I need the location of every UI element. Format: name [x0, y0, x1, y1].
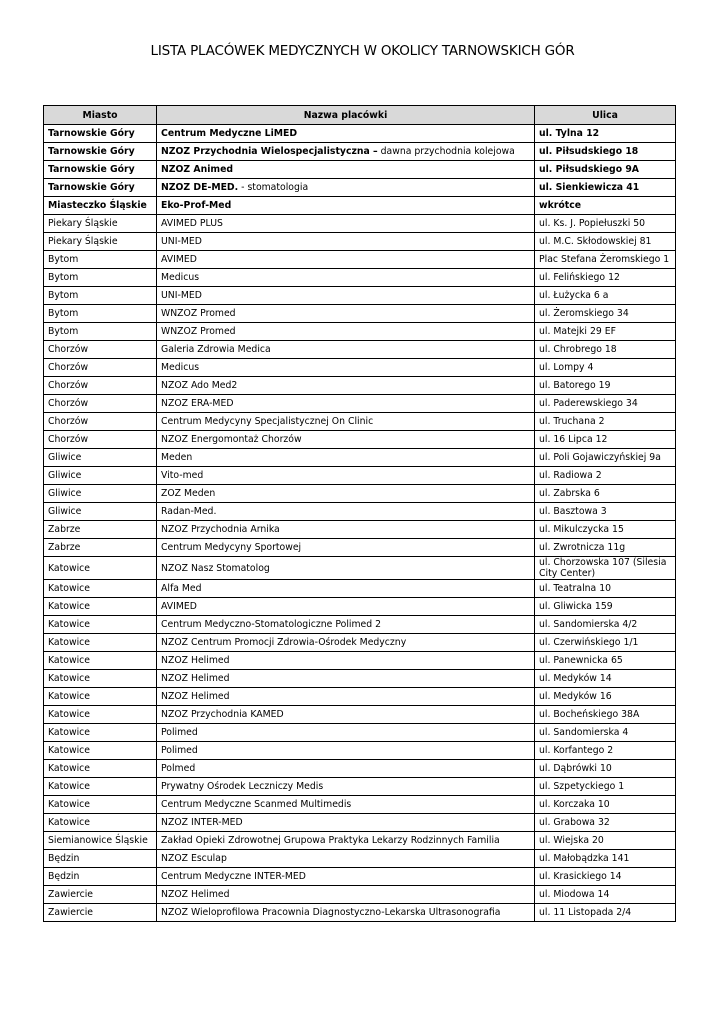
facility-name: Radan-Med. — [161, 506, 217, 517]
table-row — [44, 503, 676, 521]
cell-name — [157, 688, 535, 706]
facility-name: NZOZ Energomontaż Chorzów — [161, 434, 302, 445]
cell-name — [157, 503, 535, 521]
facility-name: Zakład Opieki Zdrowotnej Grupowa Praktyka Lekarzy Rodzinnych Familia — [161, 835, 500, 846]
cell-city: Bytom — [44, 305, 157, 323]
facility-name: Polmed — [161, 763, 196, 774]
cell-name — [157, 760, 535, 778]
table-row — [44, 125, 676, 143]
cell-city: Tarnowskie Góry — [44, 143, 157, 161]
cell-street: ul. Mikulczycka 15 — [535, 521, 676, 539]
table-row — [44, 395, 676, 413]
cell-name — [157, 706, 535, 724]
cell-name — [157, 868, 535, 886]
cell-city: Katowice — [44, 742, 157, 760]
facility-name: Alfa Med — [161, 583, 202, 594]
cell-city: Katowice — [44, 760, 157, 778]
facility-name: NZOZ Przychodnia KAMED — [161, 709, 284, 720]
table-row — [44, 598, 676, 616]
cell-name — [157, 557, 535, 580]
cell-street: ul. Czerwińskiego 1/1 — [535, 634, 676, 652]
cell-name — [157, 539, 535, 557]
cell-street: ul. Miodowa 14 — [535, 886, 676, 904]
cell-street: ul. Piłsudskiego 9A — [535, 161, 676, 179]
cell-street: ul. Teatralna 10 — [535, 580, 676, 598]
facility-name: AVIMED PLUS — [161, 218, 223, 229]
facility-name: UNI-MED — [161, 236, 202, 247]
facility-name: NZOZ Nasz Stomatolog — [161, 562, 270, 574]
table-row — [44, 161, 676, 179]
cell-city: Piekary Śląskie — [44, 233, 157, 251]
facility-name: NZOZ Przychodnia Arnika — [161, 524, 280, 535]
cell-city: Katowice — [44, 616, 157, 634]
cell-city: Chorzów — [44, 359, 157, 377]
table-row — [44, 449, 676, 467]
cell-name — [157, 125, 535, 143]
cell-city: Będzin — [44, 868, 157, 886]
table-row — [44, 215, 676, 233]
facility-name: WNZOZ Promed — [161, 326, 236, 337]
facility-name: Galeria Zdrowia Medica — [161, 344, 271, 355]
cell-name — [157, 161, 535, 179]
cell-city: Katowice — [44, 634, 157, 652]
cell-name — [157, 431, 535, 449]
cell-city: Katowice — [44, 598, 157, 616]
cell-city: Bytom — [44, 251, 157, 269]
cell-street: ul. Gliwicka 159 — [535, 598, 676, 616]
facility-name: AVIMED — [161, 254, 197, 265]
cell-street: ul. Piłsudskiego 18 — [535, 143, 676, 161]
cell-street: ul. Grabowa 32 — [535, 814, 676, 832]
cell-street: ul. Medyków 16 — [535, 688, 676, 706]
cell-name — [157, 832, 535, 850]
cell-city: Katowice — [44, 580, 157, 598]
table-row — [44, 305, 676, 323]
cell-street: ul. M.C. Skłodowskiej 81 — [535, 233, 676, 251]
table-row — [44, 904, 676, 922]
table-row — [44, 431, 676, 449]
cell-street: ul. Lompy 4 — [535, 359, 676, 377]
cell-street: ul. Małobądzka 141 — [535, 850, 676, 868]
cell-name — [157, 814, 535, 832]
cell-street: ul. Korczaka 10 — [535, 796, 676, 814]
facility-name: Centrum Medyczne INTER-MED — [161, 871, 306, 882]
cell-street: ul. Ks. J. Popiełuszki 50 — [535, 215, 676, 233]
cell-city: Piekary Śląskie — [44, 215, 157, 233]
cell-city: Siemianowice Śląskie — [44, 832, 157, 850]
cell-city: Zabrze — [44, 539, 157, 557]
cell-street: ul. Medyków 14 — [535, 670, 676, 688]
facility-name: NZOZ Esculap — [161, 853, 227, 864]
cell-city: Zawiercie — [44, 904, 157, 922]
cell-street: ul. Krasickiego 14 — [535, 868, 676, 886]
cell-city: Gliwice — [44, 449, 157, 467]
cell-street: ul. Tylna 12 — [535, 125, 676, 143]
header-city: Miasto — [44, 106, 157, 125]
cell-name — [157, 778, 535, 796]
cell-street: ul. Zabrska 6 — [535, 485, 676, 503]
cell-name — [157, 323, 535, 341]
cell-street: ul. Bocheńskiego 38A — [535, 706, 676, 724]
cell-name — [157, 485, 535, 503]
cell-city: Chorzów — [44, 377, 157, 395]
facility-name: Centrum Medyczne LiMED — [161, 128, 298, 139]
facility-name: NZOZ INTER-MED — [161, 817, 243, 828]
table-row — [44, 706, 676, 724]
facility-name: NZOZ Animed — [161, 164, 234, 175]
cell-name — [157, 377, 535, 395]
table-row — [44, 814, 676, 832]
cell-name — [157, 904, 535, 922]
cell-street: ul. 16 Lipca 12 — [535, 431, 676, 449]
cell-street: ul. Szpetyckiego 1 — [535, 778, 676, 796]
cell-street: ul. Batorego 19 — [535, 377, 676, 395]
cell-street: ul. Radiowa 2 — [535, 467, 676, 485]
facilities-table — [43, 105, 676, 922]
cell-name — [157, 143, 535, 161]
cell-city: Katowice — [44, 688, 157, 706]
cell-city: Katowice — [44, 557, 157, 580]
cell-street: ul. Korfantego 2 — [535, 742, 676, 760]
cell-city: Chorzów — [44, 413, 157, 431]
cell-name — [157, 580, 535, 598]
cell-name — [157, 598, 535, 616]
cell-name — [157, 395, 535, 413]
cell-city: Chorzów — [44, 341, 157, 359]
table-row — [44, 251, 676, 269]
table-row — [44, 269, 676, 287]
cell-city: Katowice — [44, 670, 157, 688]
cell-name — [157, 652, 535, 670]
facility-name: NZOZ ERA-MED — [161, 398, 234, 409]
facility-name: Centrum Medyczne Scanmed Multimedis — [161, 799, 352, 810]
table-row — [44, 467, 676, 485]
table-row — [44, 796, 676, 814]
cell-street: ul. Sandomierska 4 — [535, 724, 676, 742]
facility-name: Centrum Medycyny Sportowej — [161, 542, 302, 553]
cell-name — [157, 413, 535, 431]
facility-name: WNZOZ Promed — [161, 308, 236, 319]
cell-name — [157, 724, 535, 742]
table-header-row — [44, 106, 676, 125]
facility-name: NZOZ Helimed — [161, 673, 230, 684]
facility-name: NZOZ Ado Med2 — [161, 380, 238, 391]
facility-note: dawna przychodnia kolejowa — [377, 146, 515, 157]
cell-street: ul. Felińskiego 12 — [535, 269, 676, 287]
facility-name: Centrum Medycyny Specjalistycznej On Clinic — [161, 416, 374, 427]
cell-city: Bytom — [44, 269, 157, 287]
facility-name: NZOZ Przychodnia Wielospecjalistyczna – — [161, 146, 378, 157]
cell-city: Zawiercie — [44, 886, 157, 904]
cell-street: wkrótce — [535, 197, 676, 215]
cell-city: Chorzów — [44, 395, 157, 413]
cell-name — [157, 215, 535, 233]
table-row — [44, 359, 676, 377]
cell-name — [157, 850, 535, 868]
table-row — [44, 670, 676, 688]
facility-name: Polimed — [161, 745, 198, 756]
cell-name — [157, 467, 535, 485]
facility-name: Medicus — [161, 272, 200, 283]
cell-city: Katowice — [44, 778, 157, 796]
table-row — [44, 179, 676, 197]
cell-street: ul. Paderewskiego 34 — [535, 395, 676, 413]
facility-name: NZOZ Wieloprofilowa Pracownia Diagnostyczno-Lekarska Ultrasonografia — [161, 907, 501, 918]
cell-city: Chorzów — [44, 431, 157, 449]
table-row — [44, 413, 676, 431]
table-row — [44, 377, 676, 395]
facility-name: Eko-Prof-Med — [161, 200, 232, 211]
page-title: LISTA PLACÓWEK MEDYCZNYCH W OKOLICY TARNOWSKICH GÓR — [150, 43, 575, 59]
header-street: Ulica — [535, 106, 676, 125]
cell-name — [157, 305, 535, 323]
facility-name: NZOZ Centrum Promocji Zdrowia-Ośrodek Medyczny — [161, 637, 407, 648]
table-row — [44, 233, 676, 251]
cell-city: Katowice — [44, 814, 157, 832]
cell-name — [157, 521, 535, 539]
cell-street: ul. Poli Gojawiczyńskiej 9a — [535, 449, 676, 467]
table-row — [44, 557, 676, 580]
cell-name — [157, 742, 535, 760]
table-row — [44, 521, 676, 539]
facility-name: Meden — [161, 452, 193, 463]
table-row — [44, 616, 676, 634]
cell-street: ul. Basztowa 3 — [535, 503, 676, 521]
cell-city: Katowice — [44, 796, 157, 814]
table-row — [44, 886, 676, 904]
cell-street: ul. Chrobrego 18 — [535, 341, 676, 359]
cell-city: Tarnowskie Góry — [44, 125, 157, 143]
facility-name: Vito-med — [161, 470, 204, 481]
facility-note: - stomatologia — [238, 182, 309, 193]
facility-name: Centrum Medyczno-Stomatologiczne Polimed 2 — [161, 619, 382, 630]
facility-name: NZOZ Helimed — [161, 655, 230, 666]
facility-name: NZOZ Helimed — [161, 691, 230, 702]
table-row — [44, 760, 676, 778]
table-row — [44, 323, 676, 341]
table-row — [44, 197, 676, 215]
cell-name — [157, 251, 535, 269]
cell-street: ul. Łużycka 6 a — [535, 287, 676, 305]
cell-name — [157, 341, 535, 359]
cell-street: ul. Zwrotnicza 11g — [535, 539, 676, 557]
table-row — [44, 341, 676, 359]
cell-city: Tarnowskie Góry — [44, 179, 157, 197]
cell-city: Bytom — [44, 287, 157, 305]
cell-city: Gliwice — [44, 467, 157, 485]
cell-street: ul. Żeromskiego 34 — [535, 305, 676, 323]
cell-name — [157, 233, 535, 251]
cell-city: Bytom — [44, 323, 157, 341]
cell-name — [157, 179, 535, 197]
cell-name — [157, 359, 535, 377]
facility-name: NZOZ DE-MED. — [161, 182, 239, 193]
table-row — [44, 580, 676, 598]
facility-name: Polimed — [161, 727, 198, 738]
table-body — [44, 125, 676, 922]
table-row — [44, 832, 676, 850]
facility-name: ZOZ Meden — [161, 488, 216, 499]
cell-street: ul. 11 Listopada 2/4 — [535, 904, 676, 922]
cell-name — [157, 886, 535, 904]
cell-city: Katowice — [44, 724, 157, 742]
table-row — [44, 850, 676, 868]
table-row — [44, 485, 676, 503]
cell-name — [157, 670, 535, 688]
cell-name — [157, 197, 535, 215]
cell-street: Plac Stefana Żeromskiego 1 — [535, 251, 676, 269]
cell-name — [157, 616, 535, 634]
facility-name: AVIMED — [161, 601, 197, 612]
table-row — [44, 742, 676, 760]
facility-name: UNI-MED — [161, 290, 202, 301]
table-row — [44, 287, 676, 305]
cell-name — [157, 269, 535, 287]
header-name: Nazwa placówki — [157, 106, 535, 125]
table-row — [44, 539, 676, 557]
cell-city: Tarnowskie Góry — [44, 161, 157, 179]
cell-city: Miasteczko Śląskie — [44, 197, 157, 215]
cell-city: Katowice — [44, 706, 157, 724]
table-row — [44, 143, 676, 161]
table-row — [44, 652, 676, 670]
table-row — [44, 634, 676, 652]
cell-name — [157, 449, 535, 467]
table-row — [44, 778, 676, 796]
cell-city: Będzin — [44, 850, 157, 868]
cell-name — [157, 796, 535, 814]
cell-city: Gliwice — [44, 485, 157, 503]
facility-name: Medicus — [161, 362, 200, 373]
cell-street: ul. Truchana 2 — [535, 413, 676, 431]
cell-name — [157, 634, 535, 652]
cell-street: ul. Dąbrówki 10 — [535, 760, 676, 778]
cell-street: ul. Sandomierska 4/2 — [535, 616, 676, 634]
table-row — [44, 868, 676, 886]
cell-city: Zabrze — [44, 521, 157, 539]
cell-city: Katowice — [44, 652, 157, 670]
cell-city: Gliwice — [44, 503, 157, 521]
cell-street: ul. Panewnicka 65 — [535, 652, 676, 670]
cell-street: ul. Sienkiewicza 41 — [535, 179, 676, 197]
cell-street: ul. Chorzowska 107 (Silesia City Center) — [535, 557, 676, 580]
cell-street: ul. Matejki 29 EF — [535, 323, 676, 341]
table-row — [44, 724, 676, 742]
table-row — [44, 688, 676, 706]
facility-name: NZOZ Helimed — [161, 889, 230, 900]
cell-name — [157, 287, 535, 305]
facility-name: Prywatny Ośrodek Leczniczy Medis — [161, 781, 324, 792]
cell-street: ul. Wiejska 20 — [535, 832, 676, 850]
